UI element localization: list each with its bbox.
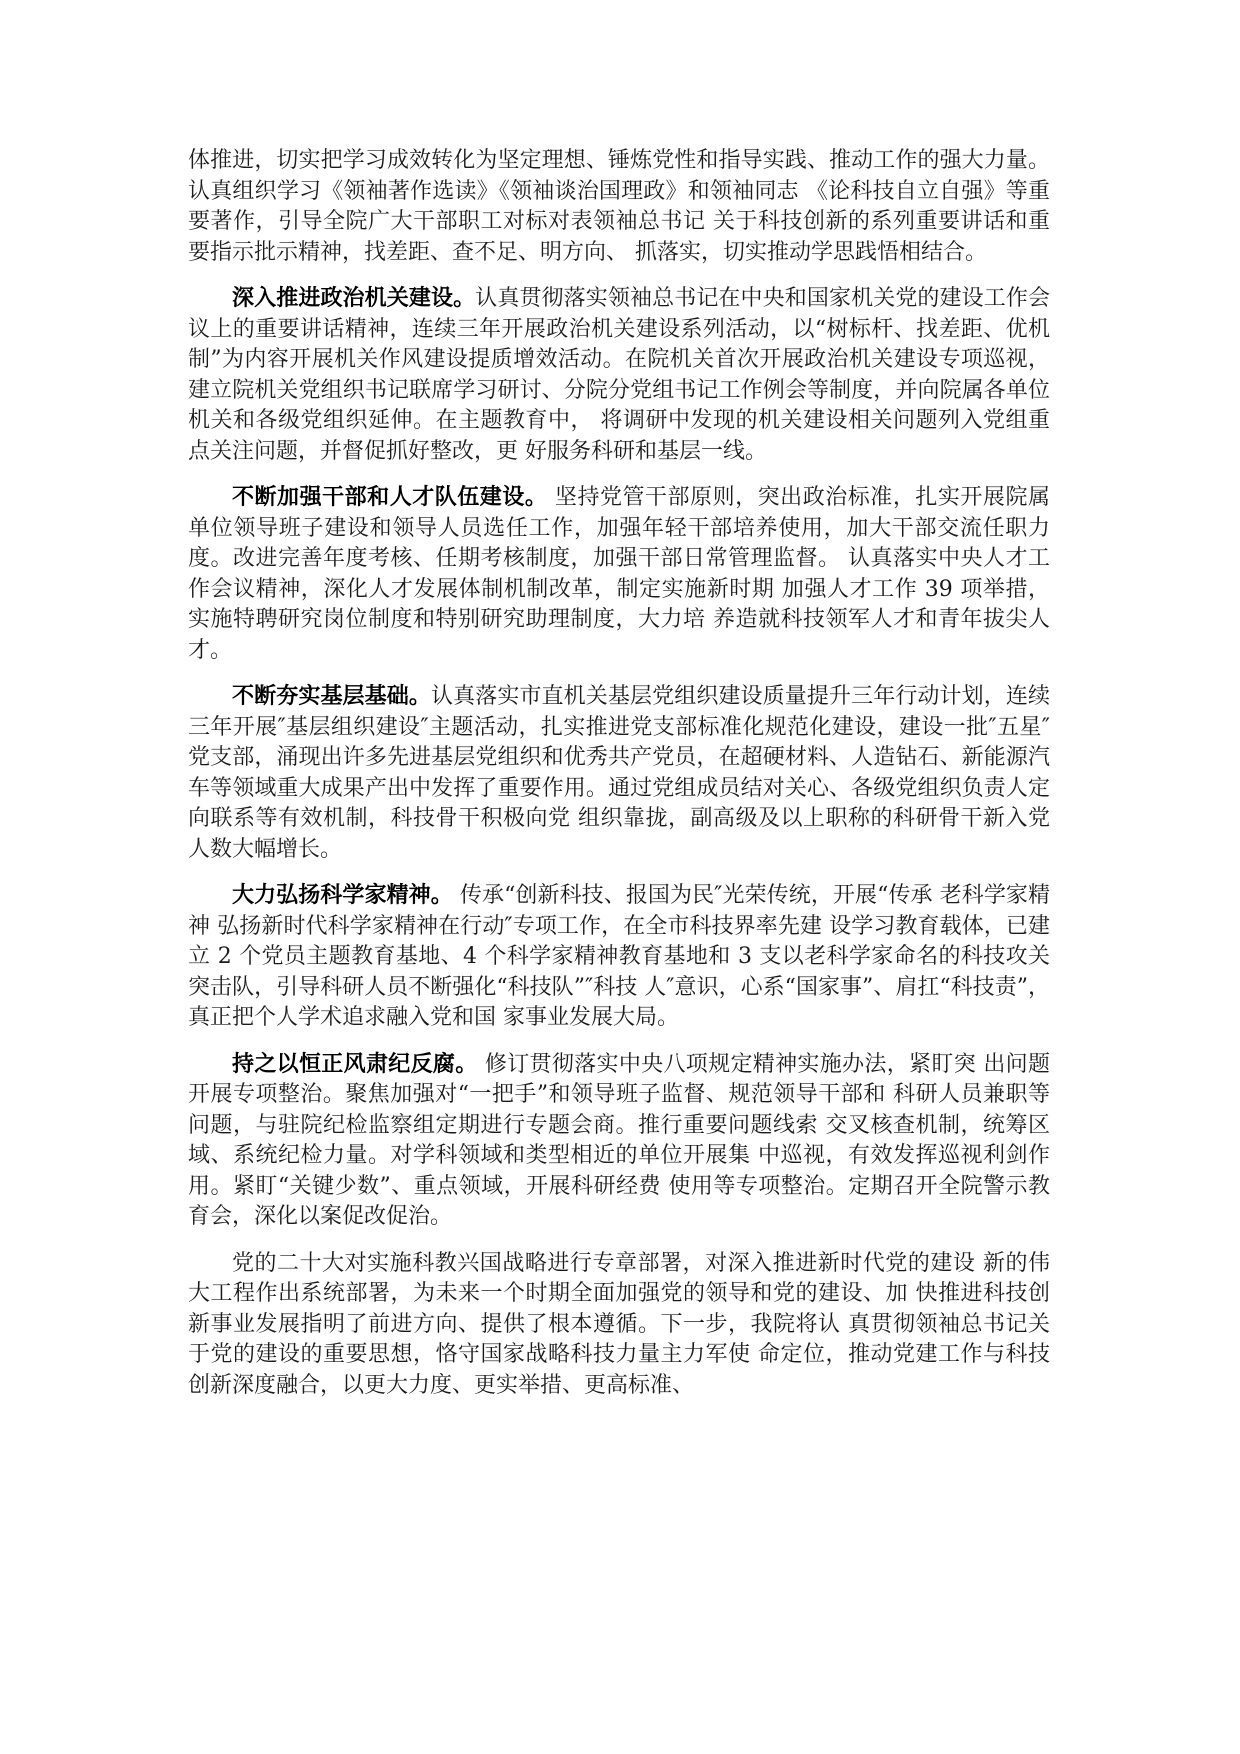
paragraph-study-transformation [188,146,1050,268]
paragraph-heading: 不断加强干部和人才队伍建设。 [232,485,548,510]
paragraph-grassroots-foundation [188,682,1050,865]
paragraph-text: 体推进，切实把学习成效转化为坚定理想、锤炼党性和指导实践、推动工作的强大力量。认真组织学习《领袖著作选读》《领袖谈治国理政》和领袖同志 《论科技自立自强》等重要著作，引导全院广大干部职工对标对表领袖总书记 关于科技创新的系列重要讲话和重要指示批示精神，找差距、查不足、明方向、 抓落实，切实推动学思践悟相结合。 [188,148,1050,265]
paragraph-text: 认真贯彻落实领袖总书记在中央和国家机关党的建设工作会议上的重要讲话精神，连续三年开展政治机关建设系列活动，以“树标杆、找差距、优机制”为内容开展机关作风建设提质增效活动。在院机关首次开展政治机关建设专项巡视，建立院机关党组织书记联席学习研讨、分院分党组书记工作例会等制度，并向院属各单位机关和各级党组织延伸。在主题教育中， 将调研中发现的机关建设相关问题列入党组重点关注问题，并督促抓好整改，更 好服务科研和基层一线。 [188,286,1050,464]
paragraph-heading: 持之以恒正风肃纪反腐。 [232,1051,478,1077]
paragraph-next-steps [188,1249,1050,1402]
paragraph-text: 传承“创新科技、报国为民″光荣传统，开展“传承 老科学家精神 弘扬新时代科学家精神在行动″专项工作，在全市科技界率先建 设学习教育载体，已建立 2 个党员主题教育基地、4 个科学家精神教育基地和 3 支以老科学家命名的科技攻关突击队，引导科研人员不断强化“科技队”″科技 人″意识，心系“国家事”、肩扛“科技责”，真正把个人学术追求融入党和国 家事业发展大局。 [188,883,1050,1030]
paragraph-cadre-talent-building [188,483,1050,666]
paragraph-text: 党的二十大对实施科教兴国战略进行专章部署，对深入推进新时代党的建设 新的伟大工程作出系统部署，为未来一个时期全面加强党的领导和党的建设、加 快推进科技创新事业发展指明了前进方向、提供了根本遵循。下一步，我院将认 真贯彻领袖总书记关于党的建设的重要思想，恪守国家战略科技力量主力军使 命定位，推动党建工作与科技创新深度融合，以更大力度、更实举措、更高标准、 [188,1250,1050,1398]
paragraph-text: 坚持党管干部原则，突出政治标准，扎实开展院属单位领导班子建设和领导人员选任工作，加强年轻干部培养使用，加大干部交流任职力度。改进完善年度考核、任期考核制度，加强干部日常管理监督。 认真落实中央人才工作会议精神，深化人才发展体制机制改革，制定实施新时期 加强人才工作 39 项举措，实施特聘研究岗位制度和特别研究助理制度，大力培 养造就科技领军人才和青年拔尖人才。 [188,485,1050,663]
paragraph-heading: 深入推进政治机关建设。 [232,286,476,311]
paragraph-anti-corruption [188,1050,1050,1233]
document-page [188,146,1050,1417]
paragraph-text: 认真落实市直机关基层党组织建设质量提升三年行动计划，连续三年开展″基层组织建设″主题活动，扎实推进党支部标准化规范化建设，建设一批″五星″党支部，涌现出许多先进基层党组织和优秀共产党员，在超硬材料、人造钻石、新能源汽车等领域重大成果产出中发挥了重要作用。通过党组成员结对关心、各级党组织负责人定向联系等有效机制，科技骨干积极向党 组织靠拢，副高级及以上职称的科研骨干新入党人数大幅增长。 [188,684,1050,862]
paragraph-scientist-spirit [188,881,1050,1034]
paragraph-heading: 不断夯实基层基础。 [232,684,431,709]
paragraph-text: 修订贯彻落实中央八项规定精神实施办法，紧盯突 出问题开展专项整治。聚焦加强对“一把手”和领导班子监督、规范领导干部和 科研人员兼职等问题，与驻院纪检监察组定期进行专题会商。推行重要问题线索 交叉核查机制，统筹区域、系统纪检力量。对学科领域和类型相近的单位开展集 中巡视，有效发挥巡视利剑作用。紧盯“关键少数”、重点领域，开展科研经费 使用等专项整治。定期召开全院警示教育会，深化以案促改促治。 [188,1051,1050,1229]
paragraph-political-organ-building [188,284,1050,467]
paragraph-heading: 大力弘扬科学家精神。 [232,883,453,908]
